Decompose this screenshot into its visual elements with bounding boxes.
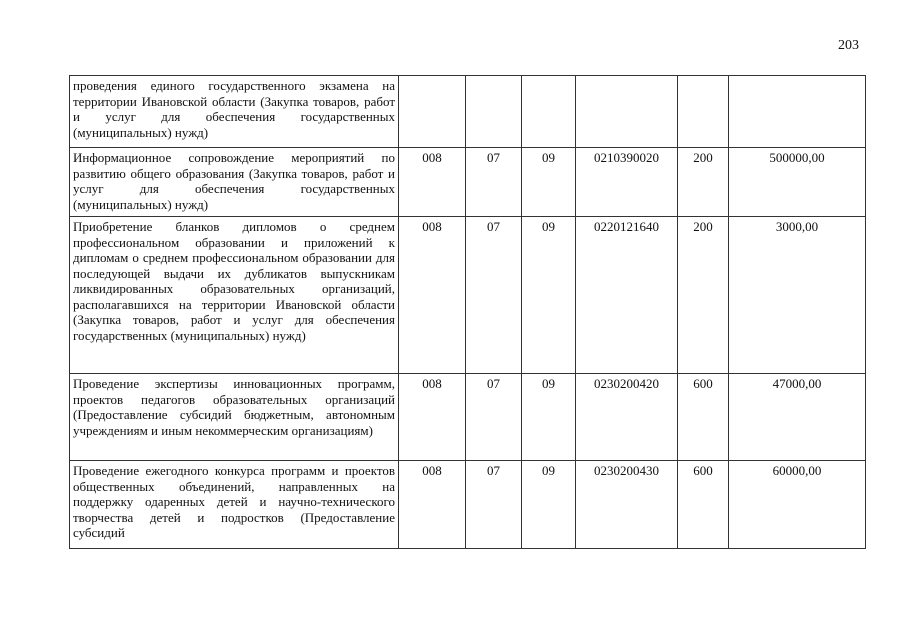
row-description: проведения единого государственного экзамена на территории Ивановской области (Закупка товаров, работ и услуг для обеспечения государственных (муниципальных) нужд) (70, 76, 399, 148)
row-description: Проведение ежегодного конкурса программ и проектов общественных объединений, направленных на поддержку одаренных детей и научно-технического творчества детей и подростков (Предоставление субсидий (70, 461, 399, 549)
row-admin-code (399, 76, 466, 148)
row-amount (729, 76, 866, 148)
row-section-code: 07 (466, 461, 522, 549)
row-expense-type: 600 (678, 374, 729, 461)
page-number: 203 (838, 38, 859, 53)
row-target-article (576, 76, 678, 148)
row-expense-type: 600 (678, 461, 729, 549)
row-description: Приобретение бланков дипломов о среднем профессиональном образовании и приложений к дипломам о среднем профессиональном образовании для последующей выдачи их дубликатов выпускникам ликвидированных образовательных организаций, располагавшихся на территории Ивановской области (Закупка товаров, работ и услуг для обеспечения государственных (муниципальных) нужд) (70, 217, 399, 374)
row-admin-code: 008 (399, 148, 466, 217)
row-section-code (466, 76, 522, 148)
row-amount: 3000,00 (729, 217, 866, 374)
row-description: Проведение экспертизы инновационных программ, проектов педагогов образовательных организаций (Предоставление субсидий бюджетным, автономным учреждениям и иным некоммерческим организациям) (70, 374, 399, 461)
table-row (70, 217, 866, 374)
row-expense-type (678, 76, 729, 148)
row-section-code: 07 (466, 148, 522, 217)
row-section-code: 07 (466, 217, 522, 374)
row-subsection-code: 09 (522, 461, 576, 549)
row-admin-code: 008 (399, 461, 466, 549)
row-target-article: 0230200430 (576, 461, 678, 549)
row-target-article: 0220121640 (576, 217, 678, 374)
row-target-article: 0210390020 (576, 148, 678, 217)
row-admin-code: 008 (399, 374, 466, 461)
row-target-article: 0230200420 (576, 374, 678, 461)
table-row (70, 148, 866, 217)
row-admin-code: 008 (399, 217, 466, 374)
row-description: Информационное сопровождение мероприятий по развитию общего образования (Закупка товаров, работ и услуг для обеспечения государственных (муниципальных) нужд) (70, 148, 399, 217)
table-row (70, 76, 866, 148)
budget-table (69, 75, 866, 549)
row-subsection-code: 09 (522, 148, 576, 217)
row-section-code: 07 (466, 374, 522, 461)
row-expense-type: 200 (678, 217, 729, 374)
row-subsection-code: 09 (522, 374, 576, 461)
table-row (70, 374, 866, 461)
row-amount: 47000,00 (729, 374, 866, 461)
table-row (70, 461, 866, 549)
row-amount: 60000,00 (729, 461, 866, 549)
row-subsection-code: 09 (522, 217, 576, 374)
row-subsection-code (522, 76, 576, 148)
row-amount: 500000,00 (729, 148, 866, 217)
row-expense-type: 200 (678, 148, 729, 217)
